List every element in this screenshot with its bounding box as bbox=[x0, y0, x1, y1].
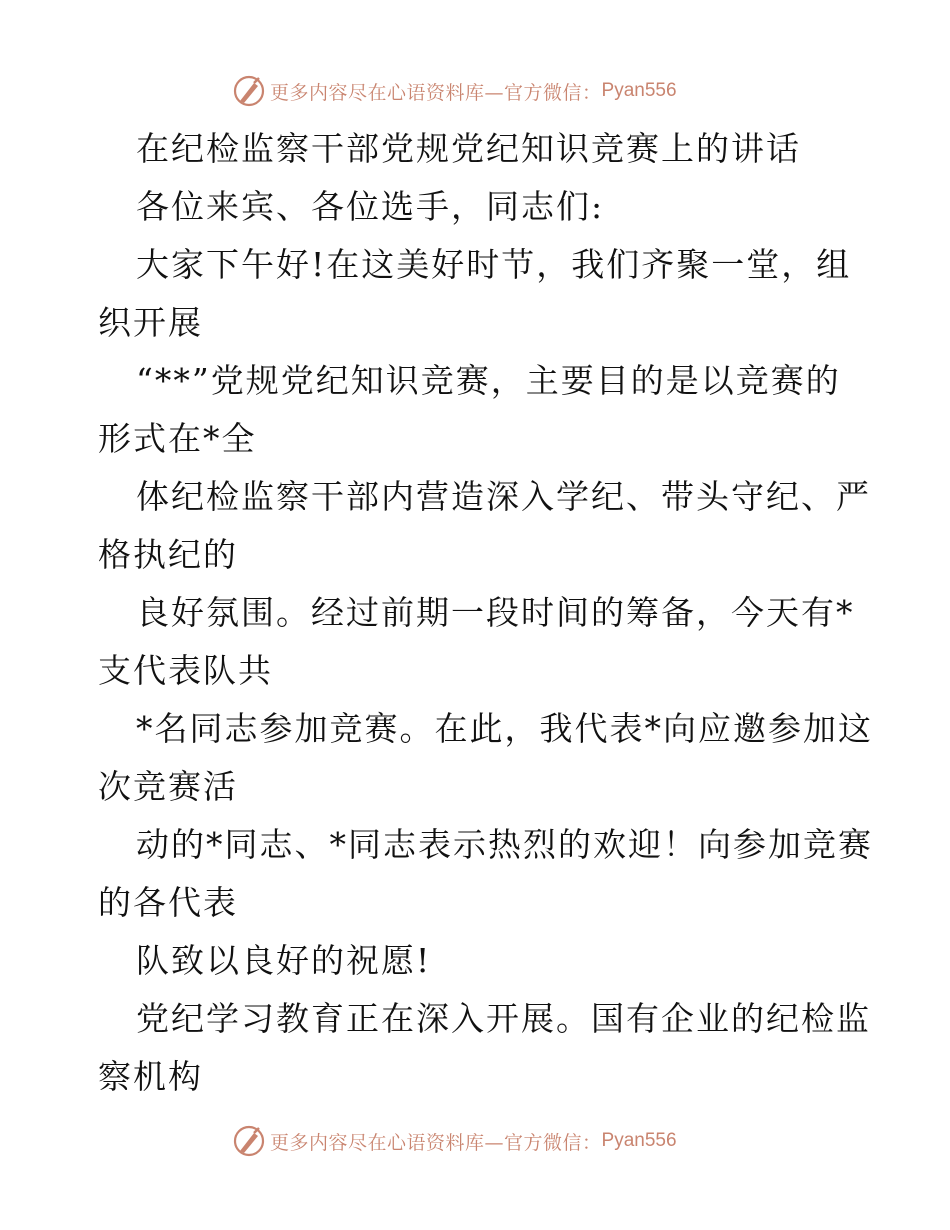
paragraph-line: 格执纪的 bbox=[98, 535, 238, 574]
paragraph-line: 支代表队共 bbox=[98, 651, 273, 690]
paragraph-line: 良好氛围。经过前期一段时间的筹备，今天有* bbox=[136, 593, 855, 632]
pen-logo-icon bbox=[232, 74, 266, 108]
paragraph-line: 大家下午好!在这美好时节，我们齐聚一堂，组 bbox=[136, 245, 852, 284]
paragraph-line: 形式在*全 bbox=[98, 419, 257, 458]
footer-wechat-id: Pyan556 bbox=[601, 1130, 677, 1151]
paragraph-line: 党纪学习教育正在深入开展。国有企业的纪检监 bbox=[136, 999, 871, 1038]
document-body bbox=[98, 120, 873, 1106]
paragraph-line: 次竞赛活 bbox=[98, 767, 238, 806]
paragraph-line: “**”党规党纪知识竞赛，主要目的是以竞赛的 bbox=[136, 361, 841, 400]
paragraph-line: 队致以良好的祝愿! bbox=[136, 941, 432, 980]
document-title: 在纪检监察干部党规党纪知识竞赛上的讲话 bbox=[136, 129, 801, 168]
paragraph-line: 动的*同志、*同志表示热烈的欢迎！向参加竞赛 bbox=[136, 825, 873, 864]
footer-watermark bbox=[0, 1118, 950, 1162]
pen-logo-icon bbox=[232, 1124, 266, 1158]
header-wechat-id: Pyan556 bbox=[601, 80, 677, 101]
paragraph-line: 察机构 bbox=[98, 1057, 203, 1096]
paragraph-line: *名同志参加竞赛。在此，我代表*向应邀参加这 bbox=[136, 709, 873, 748]
paragraph-line: 体纪检监察干部内营造深入学纪、带头守纪、严 bbox=[136, 477, 871, 516]
paragraph-line: 的各代表 bbox=[98, 883, 238, 922]
header-watermark bbox=[0, 68, 950, 112]
header-watermark-text: 更多内容尽在心语资料库—官方微信： bbox=[270, 81, 602, 104]
footer-watermark-text: 更多内容尽在心语资料库—官方微信： bbox=[270, 1131, 602, 1154]
paragraph-line: 织开展 bbox=[98, 303, 203, 342]
salutation: 各位来宾、各位选手，同志们: bbox=[136, 187, 605, 226]
